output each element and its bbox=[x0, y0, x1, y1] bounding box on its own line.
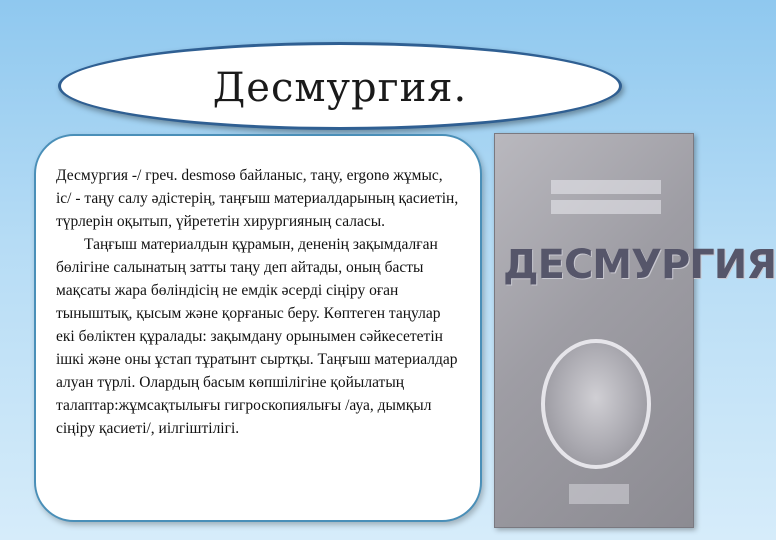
book-author-label bbox=[551, 200, 661, 214]
book-cover-title: ДЕСМУРГИЯ bbox=[503, 242, 776, 288]
book-publisher-mark bbox=[569, 484, 629, 504]
book-emblem-image bbox=[541, 339, 651, 469]
book-author-label bbox=[551, 180, 661, 194]
description-paragraph: Таңғыш материалдын құрамын, дененің зақымдалған бөлігіне салынатың затты таңу деп айтады, оның басты мақсаты жара бөліндісің не емдік әсерді сіңіру оған тыныштық, қысым және қорғаныс беру. Көптеген таңулар екі бөліктен құралады: зақымдану орынымен сәйкесететін ішкі және оны ұстап тұратынт сыртқы. Таңғыш материалдар алуан түрлі. Олардың басым көпшілігіне қойылатың талаптар:жұмсақтылығы гигроскопиялығы /ауа, дымқыл сіңіру қасиеті/, иілгіштілігі. bbox=[56, 236, 458, 437]
slide-title: Десмургия. bbox=[212, 65, 468, 111]
book-cover-image bbox=[494, 133, 776, 528]
title-banner bbox=[58, 42, 622, 130]
text-panel bbox=[34, 134, 482, 522]
definition-paragraph: Десмургия -/ греч. desmosө байланыс, таңу, ergonө жұмыс, іс/ - таңу салу әдістерің, таңғыш материалдарының қасиетін, түрлерін оқытып, үйрететін хирургияның саласы. bbox=[56, 167, 459, 230]
